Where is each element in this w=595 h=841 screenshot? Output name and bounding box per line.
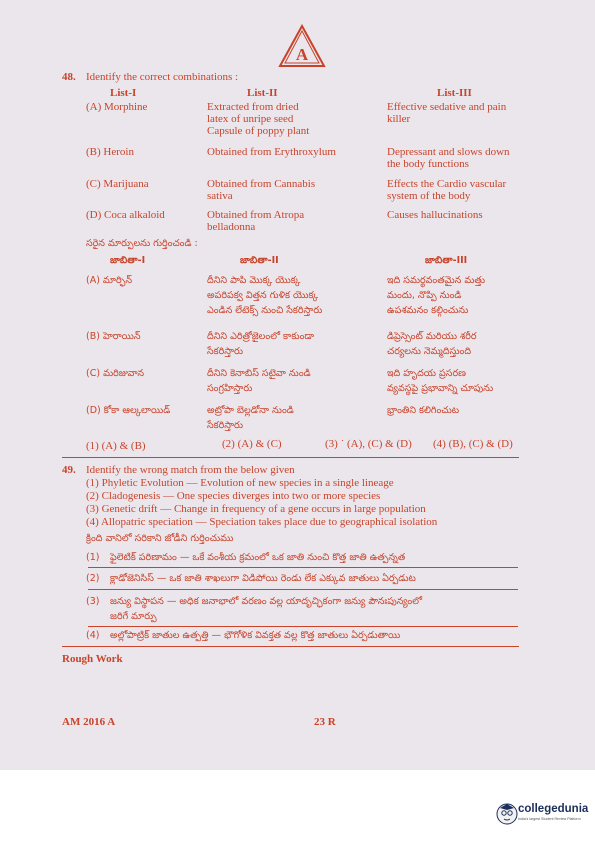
q48-tel-row-c-3-line1: ఇది హృదయ ప్రసరణ: [387, 368, 466, 379]
q48-tel-row-c-2-line2: సంగ్రహిస్తారు: [207, 383, 253, 394]
page-number: 23 R: [314, 716, 336, 728]
q48-tel-row-c-1: (C) మరిజువాన: [86, 368, 144, 379]
rule-line: [88, 567, 518, 568]
rough-work-label: Rough Work: [62, 653, 123, 665]
q48-row-d-list2-line2: belladonna: [207, 221, 256, 233]
q48-row-c-list2-line1: Obtained from Cannabis: [207, 178, 316, 190]
q49-tel-option-4-num: (4): [86, 630, 100, 641]
q48-stem: Identify the correct combinations :: [86, 71, 239, 83]
q48-option-4: (4) (B), (C) & (D): [433, 438, 513, 450]
q48-row-a-list2-line3: Capsule of poppy plant: [207, 125, 310, 137]
watermark-brand: collegedunia: [518, 803, 589, 815]
q48-tel-row-a-2-line1: దీనిని పాపి మొక్క యొక్క: [207, 275, 301, 286]
q49-telugu-stem: క్రింది వానిలో సరికాని జోడీని గుర్తించుము: [86, 533, 234, 544]
separator-line: [62, 646, 519, 647]
q49-number: 49.: [62, 464, 76, 476]
q48-row-c-list3-line1: Effects the Cardio vascular: [387, 178, 507, 190]
rule-line: [88, 626, 518, 627]
q48-tel-row-a-2-line3: ఎండిన లేటెక్స్ నుంచి సేకరిస్తారు: [207, 305, 323, 316]
q49-tel-option-4-text: అల్లోపాట్రిక్ జాతుల ఉత్పత్తి — భౌగోళిక వివక్తత వల్ల కొత్త జాతులు ఏర్పడుతాయి: [110, 630, 401, 641]
q49-tel-option-1-num: (1): [86, 552, 100, 563]
q48-row-a-list3-line1: Effective sedative and pain: [387, 101, 507, 113]
q48-row-d-list3: Causes hallucinations: [387, 209, 483, 221]
q49-option-3: (3) Genetic drift — Change in frequency of a gene occurs in large population: [86, 503, 426, 515]
q48-row-b-list3-line1: Depressant and slows down: [387, 146, 510, 158]
q48-row-c-list2-line2: sativa: [207, 190, 233, 202]
q48-tel-row-d-3: భ్రాంతిని కలిగించుట: [387, 405, 460, 416]
q48-tel-row-a-3-line2: మందు, నొప్పి నుండి: [387, 290, 462, 301]
q49-option-1: (1) Phyletic Evolution — Evolution of new species in a single lineage: [86, 477, 394, 489]
q48-telugu-stem: సరైన మార్పులను గుర్తించండి :: [86, 238, 198, 249]
q49-tel-option-1-text: ఫైలెటిక్ పరిణామం — ఒకే వంశీయ క్రమంలో ఒక జాతి నుంచి కొత్త జాతి ఉత్పన్నత: [110, 552, 406, 563]
q48-tel-header-3: జాబితా-III: [425, 255, 468, 266]
watermark-tagline: India's largest Student Review Platform: [518, 817, 581, 821]
q48-tel-row-a-3-line3: ఉపశమనం కల్గించును: [387, 305, 469, 316]
q48-tel-row-b-2-line2: సేకరిస్తారు: [207, 346, 243, 357]
q48-row-a-list3-line2: killer: [387, 113, 411, 125]
q48-tel-row-c-3-line2: వ్యవస్థపై ప్రభావాన్ని చూపును: [387, 383, 494, 394]
q48-option-1: (1) (A) & (B): [86, 440, 146, 452]
q49-tel-option-2-text: క్లాడోజెనిసిస్ — ఒక జాతి శాఖలుగా విడిపోయి రెండు లేక ఎక్కువ జాతులు ఏర్పడుట: [110, 573, 416, 584]
q48-tel-header-1: జాబితా-I: [110, 255, 146, 266]
q48-tel-row-b-1: (B) హెరాయిన్: [86, 331, 141, 342]
q48-row-c-list3-line2: system of the body: [387, 190, 471, 202]
q48-option-2: (2) (A) & (C): [222, 438, 282, 450]
separator-line: [62, 457, 519, 458]
paper-code: AM 2016 A: [62, 716, 116, 728]
q48-tel-row-b-3-line1: డిప్రెస్సెంట్ మరియు శరీర: [387, 331, 477, 342]
rule-line: [88, 589, 518, 590]
q48-tel-row-a-2-line2: అపరిపక్వ విత్తన గుళిక యొక్క: [207, 290, 319, 301]
q49-tel-option-3-num: (3): [86, 596, 100, 607]
badge-letter: A: [295, 45, 309, 64]
q48-tel-row-c-2-line1: దీనిని కెనాబిస్ సటైవా నుండి: [207, 368, 311, 379]
q48-row-a-list2-line2: latex of unripe seed: [207, 113, 294, 125]
q48-row-a-list2-line1: Extracted from dried: [207, 101, 299, 113]
q48-tel-header-2: జాబితా-II: [240, 255, 279, 266]
q49-tel-option-3-line1: జన్యు విస్థాపన — అధిక జనాభాలో వరణం వల్ల యాదృచ్ఛికంగా జన్యు పౌనఃపున్యంలో: [110, 596, 422, 607]
q48-row-c-list1: (C) Marijuana: [86, 178, 149, 190]
q48-tel-row-d-2-line1: అట్రోపా బెల్లడోనా నుండి: [207, 405, 294, 416]
q48-tel-row-a-1: (A) మార్ఫిన్: [86, 275, 133, 286]
q49-stem: Identify the wrong match from the below given: [86, 464, 295, 476]
paper-set-badge-icon: [278, 24, 326, 68]
q48-tel-row-d-1: (D) కోకా ఆల్కలాయిడ్: [86, 405, 171, 416]
q48-tel-row-b-3-line2: చర్యలను నెమ్మదిస్తుంది: [387, 346, 472, 357]
q48-tel-row-a-3-line1: ఇది సమర్థవంతమైన మత్తు: [387, 275, 486, 286]
q48-row-b-list3-line2: the body functions: [387, 158, 469, 170]
q48-row-d-list1: (D) Coca alkaloid: [86, 209, 165, 221]
q48-header-list1: List-I: [110, 87, 137, 99]
q49-option-2: (2) Cladogenesis — One species diverges into two or more species: [86, 490, 381, 502]
q48-row-d-list2-line1: Obtained from Atropa: [207, 209, 305, 221]
q48-row-b-list1: (B) Heroin: [86, 146, 134, 158]
q48-row-a-list1: (A) Morphine: [86, 101, 148, 113]
q48-row-b-list2: Obtained from Erythroxylum: [207, 146, 336, 158]
q49-tel-option-2-num: (2): [86, 573, 100, 584]
q48-number: 48.: [62, 71, 76, 83]
q48-tel-row-b-2-line1: దీనిని ఎరిత్రోజైలంలో కాకుండా: [207, 331, 315, 342]
q48-tel-row-d-2-line2: సేకరిస్తారు: [207, 420, 243, 431]
q49-option-4: (4) Allopatric speciation — Speciation takes place due to geographical isolation: [86, 516, 438, 528]
q48-header-list3: List-III: [437, 87, 472, 99]
q48-option-3: (3) ˙ (A), (C) & (D): [325, 438, 412, 450]
q48-header-list2: List-II: [247, 87, 278, 99]
q49-tel-option-3-line2: జరిగే మార్పు: [110, 611, 157, 622]
